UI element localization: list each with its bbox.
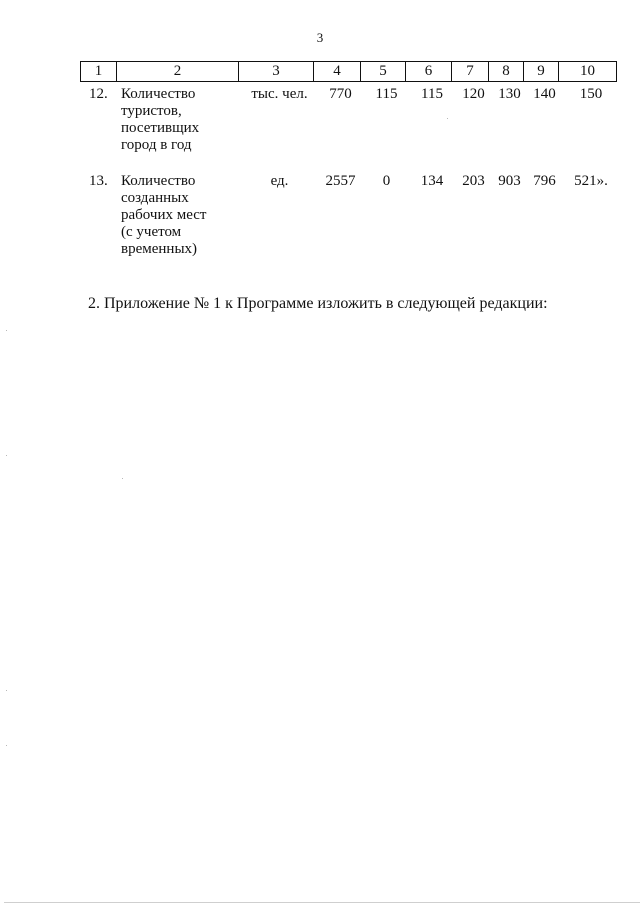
value-col-4: 2557 (325, 173, 356, 189)
value-col-8: 903 (498, 173, 521, 189)
scan-speck (6, 745, 7, 746)
indicator-name-line: посетивщих (121, 120, 200, 136)
value-col-9: 796 (533, 173, 556, 189)
row-number: 13. (89, 173, 108, 189)
indicator-name-line: Количество (121, 173, 196, 189)
column-header-7: 7 (452, 62, 489, 82)
value-col-7: 120 (462, 86, 485, 102)
indicator-name-line: рабочих мест (121, 207, 207, 223)
column-header-9: 9 (524, 62, 559, 82)
scan-speck (447, 118, 448, 119)
unit-of-measure: тыс. чел. (251, 86, 308, 102)
indicator-name-line: (с учетом (121, 224, 182, 240)
indicator-name-line: временных) (121, 241, 198, 257)
column-number-header (80, 61, 617, 82)
value-col-8: 130 (498, 86, 521, 102)
value-col-10: 150 (579, 86, 603, 102)
page-number: 3 (316, 30, 324, 45)
column-header-10: 10 (559, 62, 617, 82)
column-header-5: 5 (361, 62, 406, 82)
amendment-paragraph: 2. Приложение № 1 к Программе изложить в следующей редакции: (88, 295, 548, 312)
value-col-7: 203 (462, 173, 485, 189)
value-col-9: 140 (533, 86, 556, 102)
indicator-name (121, 86, 241, 154)
value-col-4: 770 (329, 86, 352, 102)
value-col-10: 521». (574, 173, 608, 189)
column-header-6: 6 (406, 62, 452, 82)
scan-speck (6, 455, 7, 456)
indicator-name-line: созданных (121, 190, 189, 206)
column-header-8: 8 (489, 62, 524, 82)
row-number: 12. (89, 86, 108, 102)
scan-speck (6, 690, 7, 691)
column-header-3: 3 (239, 62, 314, 82)
column-header-4: 4 (314, 62, 361, 82)
indicator-name-line: Количество (121, 86, 196, 102)
indicator-name-line: туристов, (121, 103, 182, 119)
scan-speck (122, 478, 123, 479)
column-header-2: 2 (117, 62, 239, 82)
value-col-6: 115 (421, 86, 443, 102)
indicator-name (121, 173, 241, 258)
value-col-6: 134 (420, 173, 444, 189)
value-col-5: 115 (375, 86, 398, 102)
column-header-1: 1 (81, 62, 117, 82)
scan-edge-line (4, 902, 640, 903)
indicator-name-line: город в год (121, 137, 192, 153)
unit-of-measure: ед. (270, 173, 289, 189)
value-col-5: 0 (382, 173, 391, 189)
scan-speck (6, 330, 7, 331)
